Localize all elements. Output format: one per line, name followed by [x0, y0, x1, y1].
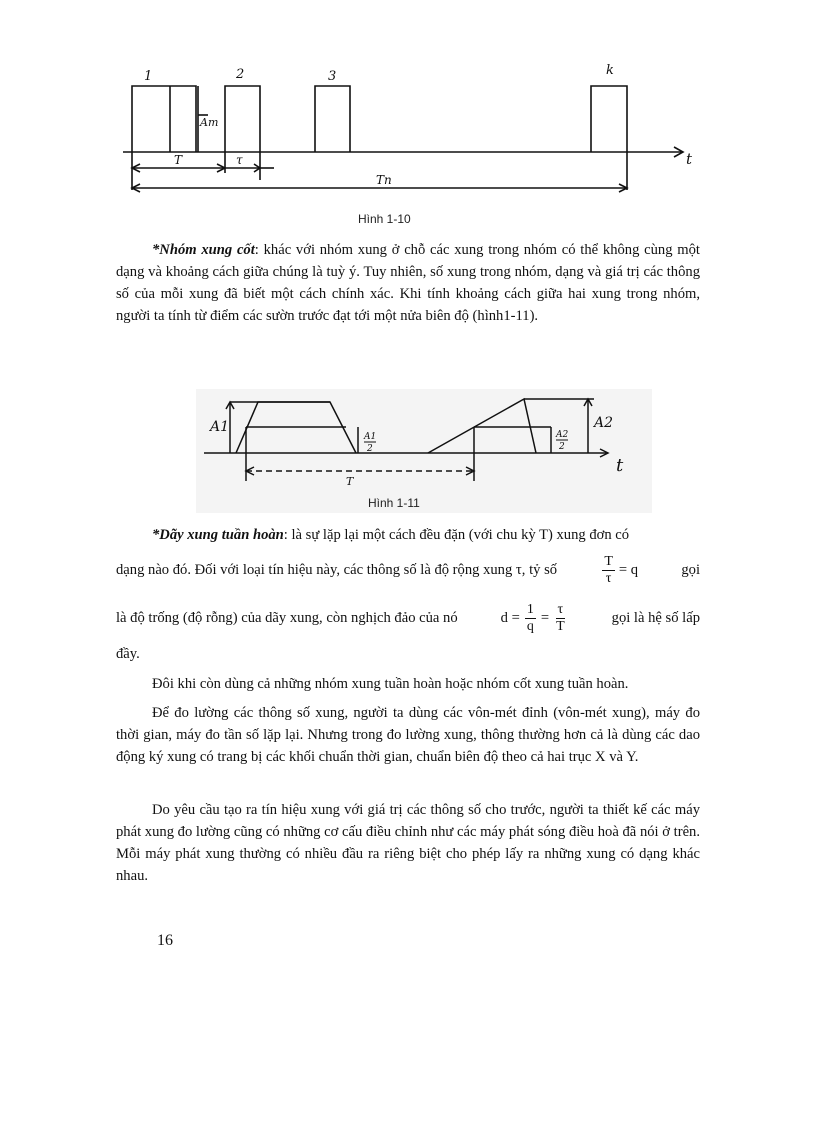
group-period-label: Tn — [376, 173, 392, 187]
term-day-xung-tuan-hoan: *Dãy xung tuần hoàn — [152, 527, 284, 543]
label-a2-half-num: A2 — [556, 430, 569, 440]
paragraph-3: Đôi khi còn dùng cả những nhóm xung tuần hoàn hoặc nhóm cốt xung tuần hoàn. — [152, 676, 629, 692]
axis-label-t: t — [686, 150, 693, 168]
paragraph-2-text-d: là độ trống (độ rỗng) của dãy xung, còn nghịch đảo của nó — [116, 610, 458, 626]
pulse-label-2: 2 — [236, 67, 245, 82]
period-label-t: T — [346, 475, 354, 488]
paragraph-day-xung-line-1 — [116, 527, 700, 544]
amplitude-label: Am — [200, 116, 219, 129]
paragraph-day-xung-line-4: đầy. — [116, 646, 140, 662]
term-nhom-xung-cot: *Nhóm xung cốt — [152, 242, 255, 258]
period-label: T — [174, 153, 183, 167]
label-a1: A1 — [210, 419, 230, 435]
label-a2: A2 — [594, 415, 614, 431]
page-number: 16 — [157, 932, 173, 949]
paragraph-5: Do yêu cầu tạo ra tín hiệu xung với giá trị các thông số cho trước, người ta thiết kế các máy phát xung đo lường cũng có những cơ cấu điều chỉnh như các máy phát sóng điều hoà đã nói ở trên. Mỗi máy phát xung thường có nhiều đầu ra riêng biệt cho phép lấy ra những xung có dạng khác nhau. — [116, 802, 700, 884]
label-a1-half-num: A1 — [364, 432, 377, 442]
paragraph-day-xung-line-2 — [116, 554, 700, 587]
paragraph-2-text-a: : là sự lặp lại một cách đều đặn (với chu kỳ T) xung đơn có — [283, 527, 630, 543]
figure-1-10 — [118, 60, 708, 210]
figure-1-11 — [196, 389, 652, 513]
pulse-label-1: 1 — [144, 69, 153, 84]
equals-q: = q — [618, 562, 639, 578]
figure-1-10-caption: Hình 1-10 — [358, 212, 411, 226]
pulse-label-k: k — [606, 63, 614, 78]
formula-d: d = $\frac{1}{q}$ = $\frac{\tau}{T}$ — [500, 602, 565, 634]
paragraph-2-text-c: gọi — [681, 562, 700, 578]
axis-label-t: t — [616, 455, 624, 476]
label-a1-half-den: 2 — [367, 444, 373, 454]
figure-1-11-caption: Hình 1-11 — [368, 496, 420, 510]
paragraph-nhom-xung-cot — [116, 239, 700, 327]
paragraph-2-text-b: dạng nào đó. Đối với loại tín hiệu này, các thông số là độ rộng xung τ, tỷ số — [116, 562, 558, 578]
fraction-t-over-tau: $\frac{T}{\tau}$ — [604, 554, 613, 586]
paragraph-1-text: : khác với nhóm xung ở chỗ các xung trong nhóm có thể không cùng một dạng và khoảng cách giữa chúng là tuỳ ý. Tuy nhiên, số xung trong nhóm, dạng và giá trị các thông số của mỗi xung đã biết một cách chính xác. Khi tính khoảng cách giữa hai xung trong nhóm, người ta tính từ điểm các sườn trước đạt tới một nửa biên độ (hình1-11). — [116, 242, 700, 324]
width-label: τ — [236, 153, 243, 167]
pulse-label-3: 3 — [328, 69, 337, 84]
paragraph-day-xung-line-3 — [116, 602, 700, 635]
label-a2-half-den: 2 — [559, 442, 565, 452]
paragraph-4: Để đo lường các thông số xung, người ta dùng các vôn-mét đỉnh (vôn-mét xung), máy đo thời gian, máy đo tần số lặp lại. Nhưng trong đo lường xung, thông thường hơn cả là dùng các dao động ký xung có trang bị các khối chuẩn thời gian, chuẩn biên độ theo cả hai trục X và Y. — [116, 705, 700, 765]
paragraph-2-text-e: gọi là hệ số lấp — [611, 610, 700, 626]
